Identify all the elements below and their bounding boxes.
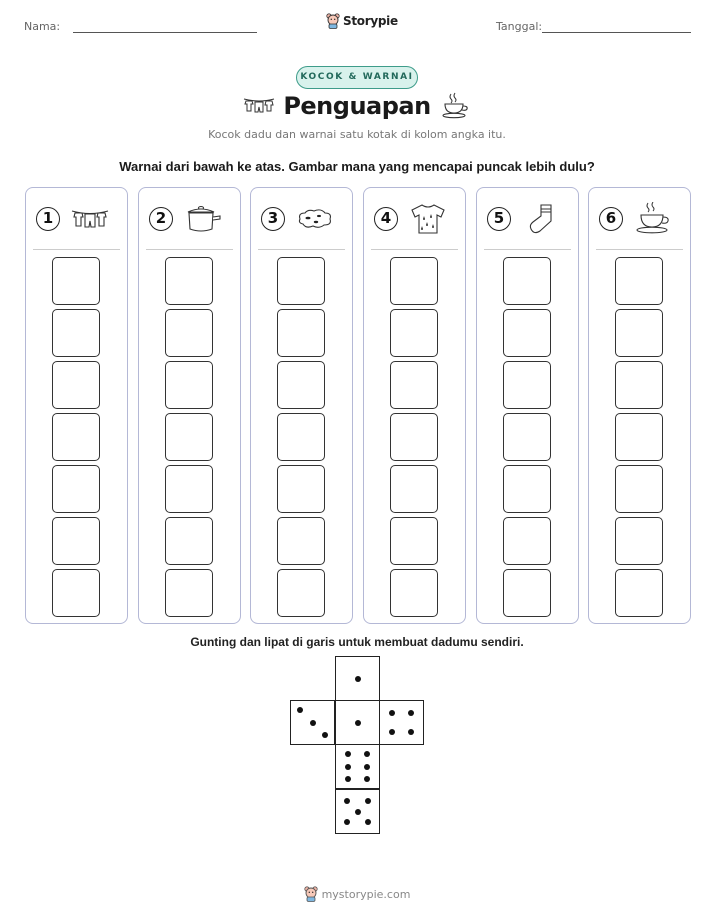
subtitle: Kocok dadu dan warnai satu kotak di kolom angka itu. bbox=[208, 128, 506, 141]
page-title: Penguapan bbox=[283, 92, 431, 120]
color-box[interactable] bbox=[390, 309, 438, 357]
color-box[interactable] bbox=[390, 465, 438, 513]
color-box[interactable] bbox=[165, 257, 213, 305]
color-box[interactable] bbox=[390, 569, 438, 617]
die-pip bbox=[365, 819, 371, 825]
die-pip bbox=[365, 798, 371, 804]
wet-shirt-icon bbox=[408, 202, 448, 236]
column-divider bbox=[33, 249, 120, 250]
die-face[interactable] bbox=[335, 789, 380, 834]
hot-tea-icon bbox=[440, 92, 470, 120]
color-box[interactable] bbox=[615, 465, 663, 513]
column-number: 3 bbox=[261, 207, 285, 231]
column-number: 1 bbox=[36, 207, 60, 231]
color-box[interactable] bbox=[503, 569, 551, 617]
color-box[interactable] bbox=[503, 465, 551, 513]
clothesline-icon bbox=[70, 202, 110, 236]
color-box[interactable] bbox=[615, 257, 663, 305]
color-box[interactable] bbox=[165, 465, 213, 513]
column-number: 6 bbox=[599, 207, 623, 231]
color-box[interactable] bbox=[52, 257, 100, 305]
column-divider bbox=[596, 249, 683, 250]
die-face[interactable] bbox=[335, 656, 380, 701]
die-pip bbox=[355, 809, 361, 815]
color-box[interactable] bbox=[165, 361, 213, 409]
color-box[interactable] bbox=[52, 361, 100, 409]
die-pip bbox=[389, 729, 395, 735]
column-divider bbox=[146, 249, 233, 250]
color-box[interactable] bbox=[52, 309, 100, 357]
color-box[interactable] bbox=[277, 413, 325, 461]
color-box[interactable] bbox=[277, 257, 325, 305]
die-pip bbox=[345, 764, 351, 770]
die-face[interactable] bbox=[379, 700, 424, 745]
die-pip bbox=[408, 710, 414, 716]
die-pip bbox=[310, 720, 316, 726]
die-pip bbox=[364, 776, 370, 782]
cooking-pot-icon bbox=[183, 202, 223, 236]
footer bbox=[0, 886, 714, 902]
color-box[interactable] bbox=[52, 569, 100, 617]
column-4 bbox=[363, 187, 466, 624]
date-line[interactable] bbox=[542, 32, 691, 33]
color-box[interactable] bbox=[390, 361, 438, 409]
color-box[interactable] bbox=[503, 309, 551, 357]
column-number: 2 bbox=[149, 207, 173, 231]
bear-mascot-icon bbox=[304, 886, 318, 902]
date-label: Tanggal: bbox=[496, 20, 543, 33]
cut-instruction: Gunting dan lipat di garis untuk membuat dadumu sendiri. bbox=[190, 635, 524, 649]
brand-logo bbox=[326, 13, 398, 29]
footer-url: mystorypie.com bbox=[321, 887, 411, 901]
column-number: 5 bbox=[487, 207, 511, 231]
color-box[interactable] bbox=[503, 361, 551, 409]
color-box[interactable] bbox=[615, 413, 663, 461]
color-box[interactable] bbox=[390, 413, 438, 461]
die-pip bbox=[322, 732, 328, 738]
color-box[interactable] bbox=[165, 517, 213, 565]
color-box[interactable] bbox=[503, 517, 551, 565]
color-box[interactable] bbox=[52, 517, 100, 565]
die-pip bbox=[364, 764, 370, 770]
die-pip bbox=[345, 776, 351, 782]
color-box[interactable] bbox=[165, 413, 213, 461]
die-pip bbox=[408, 729, 414, 735]
die-pip bbox=[364, 751, 370, 757]
color-box[interactable] bbox=[165, 309, 213, 357]
column-divider bbox=[484, 249, 571, 250]
column-3 bbox=[250, 187, 353, 624]
color-box[interactable] bbox=[390, 517, 438, 565]
color-box[interactable] bbox=[503, 413, 551, 461]
color-box[interactable] bbox=[277, 569, 325, 617]
color-box[interactable] bbox=[503, 257, 551, 305]
color-box[interactable] bbox=[277, 465, 325, 513]
name-line[interactable] bbox=[73, 32, 257, 33]
brand-name: Storypie bbox=[343, 14, 398, 28]
instruction: Warnai dari bawah ke atas. Gambar mana yang mencapai puncak lebih dulu? bbox=[119, 159, 595, 174]
color-box[interactable] bbox=[615, 361, 663, 409]
column-divider bbox=[371, 249, 458, 250]
activity-badge: KOCOK & WARNAI bbox=[296, 66, 418, 89]
color-box[interactable] bbox=[277, 361, 325, 409]
name-label: Nama: bbox=[24, 20, 61, 33]
color-box[interactable] bbox=[615, 309, 663, 357]
color-box[interactable] bbox=[52, 465, 100, 513]
column-5 bbox=[476, 187, 579, 624]
die-pip bbox=[344, 819, 350, 825]
color-box[interactable] bbox=[615, 517, 663, 565]
die-pip bbox=[355, 676, 361, 682]
column-divider bbox=[258, 249, 345, 250]
column-1 bbox=[25, 187, 128, 624]
puddle-icon bbox=[295, 202, 335, 236]
die-face[interactable] bbox=[335, 744, 380, 789]
color-box[interactable] bbox=[165, 569, 213, 617]
hot-tea-icon bbox=[633, 202, 673, 236]
column-number: 4 bbox=[374, 207, 398, 231]
color-box[interactable] bbox=[277, 517, 325, 565]
die-pip bbox=[389, 710, 395, 716]
column-2 bbox=[138, 187, 241, 624]
bear-mascot-icon bbox=[326, 13, 340, 29]
color-box[interactable] bbox=[277, 309, 325, 357]
die-pip bbox=[297, 707, 303, 713]
color-box[interactable] bbox=[390, 257, 438, 305]
die-pip bbox=[355, 720, 361, 726]
sock-icon bbox=[521, 202, 561, 236]
die-face[interactable] bbox=[290, 700, 335, 745]
column-6 bbox=[588, 187, 691, 624]
die-pip bbox=[344, 798, 350, 804]
color-box[interactable] bbox=[52, 413, 100, 461]
die-face[interactable] bbox=[335, 700, 380, 745]
color-box[interactable] bbox=[615, 569, 663, 617]
die-pip bbox=[345, 751, 351, 757]
